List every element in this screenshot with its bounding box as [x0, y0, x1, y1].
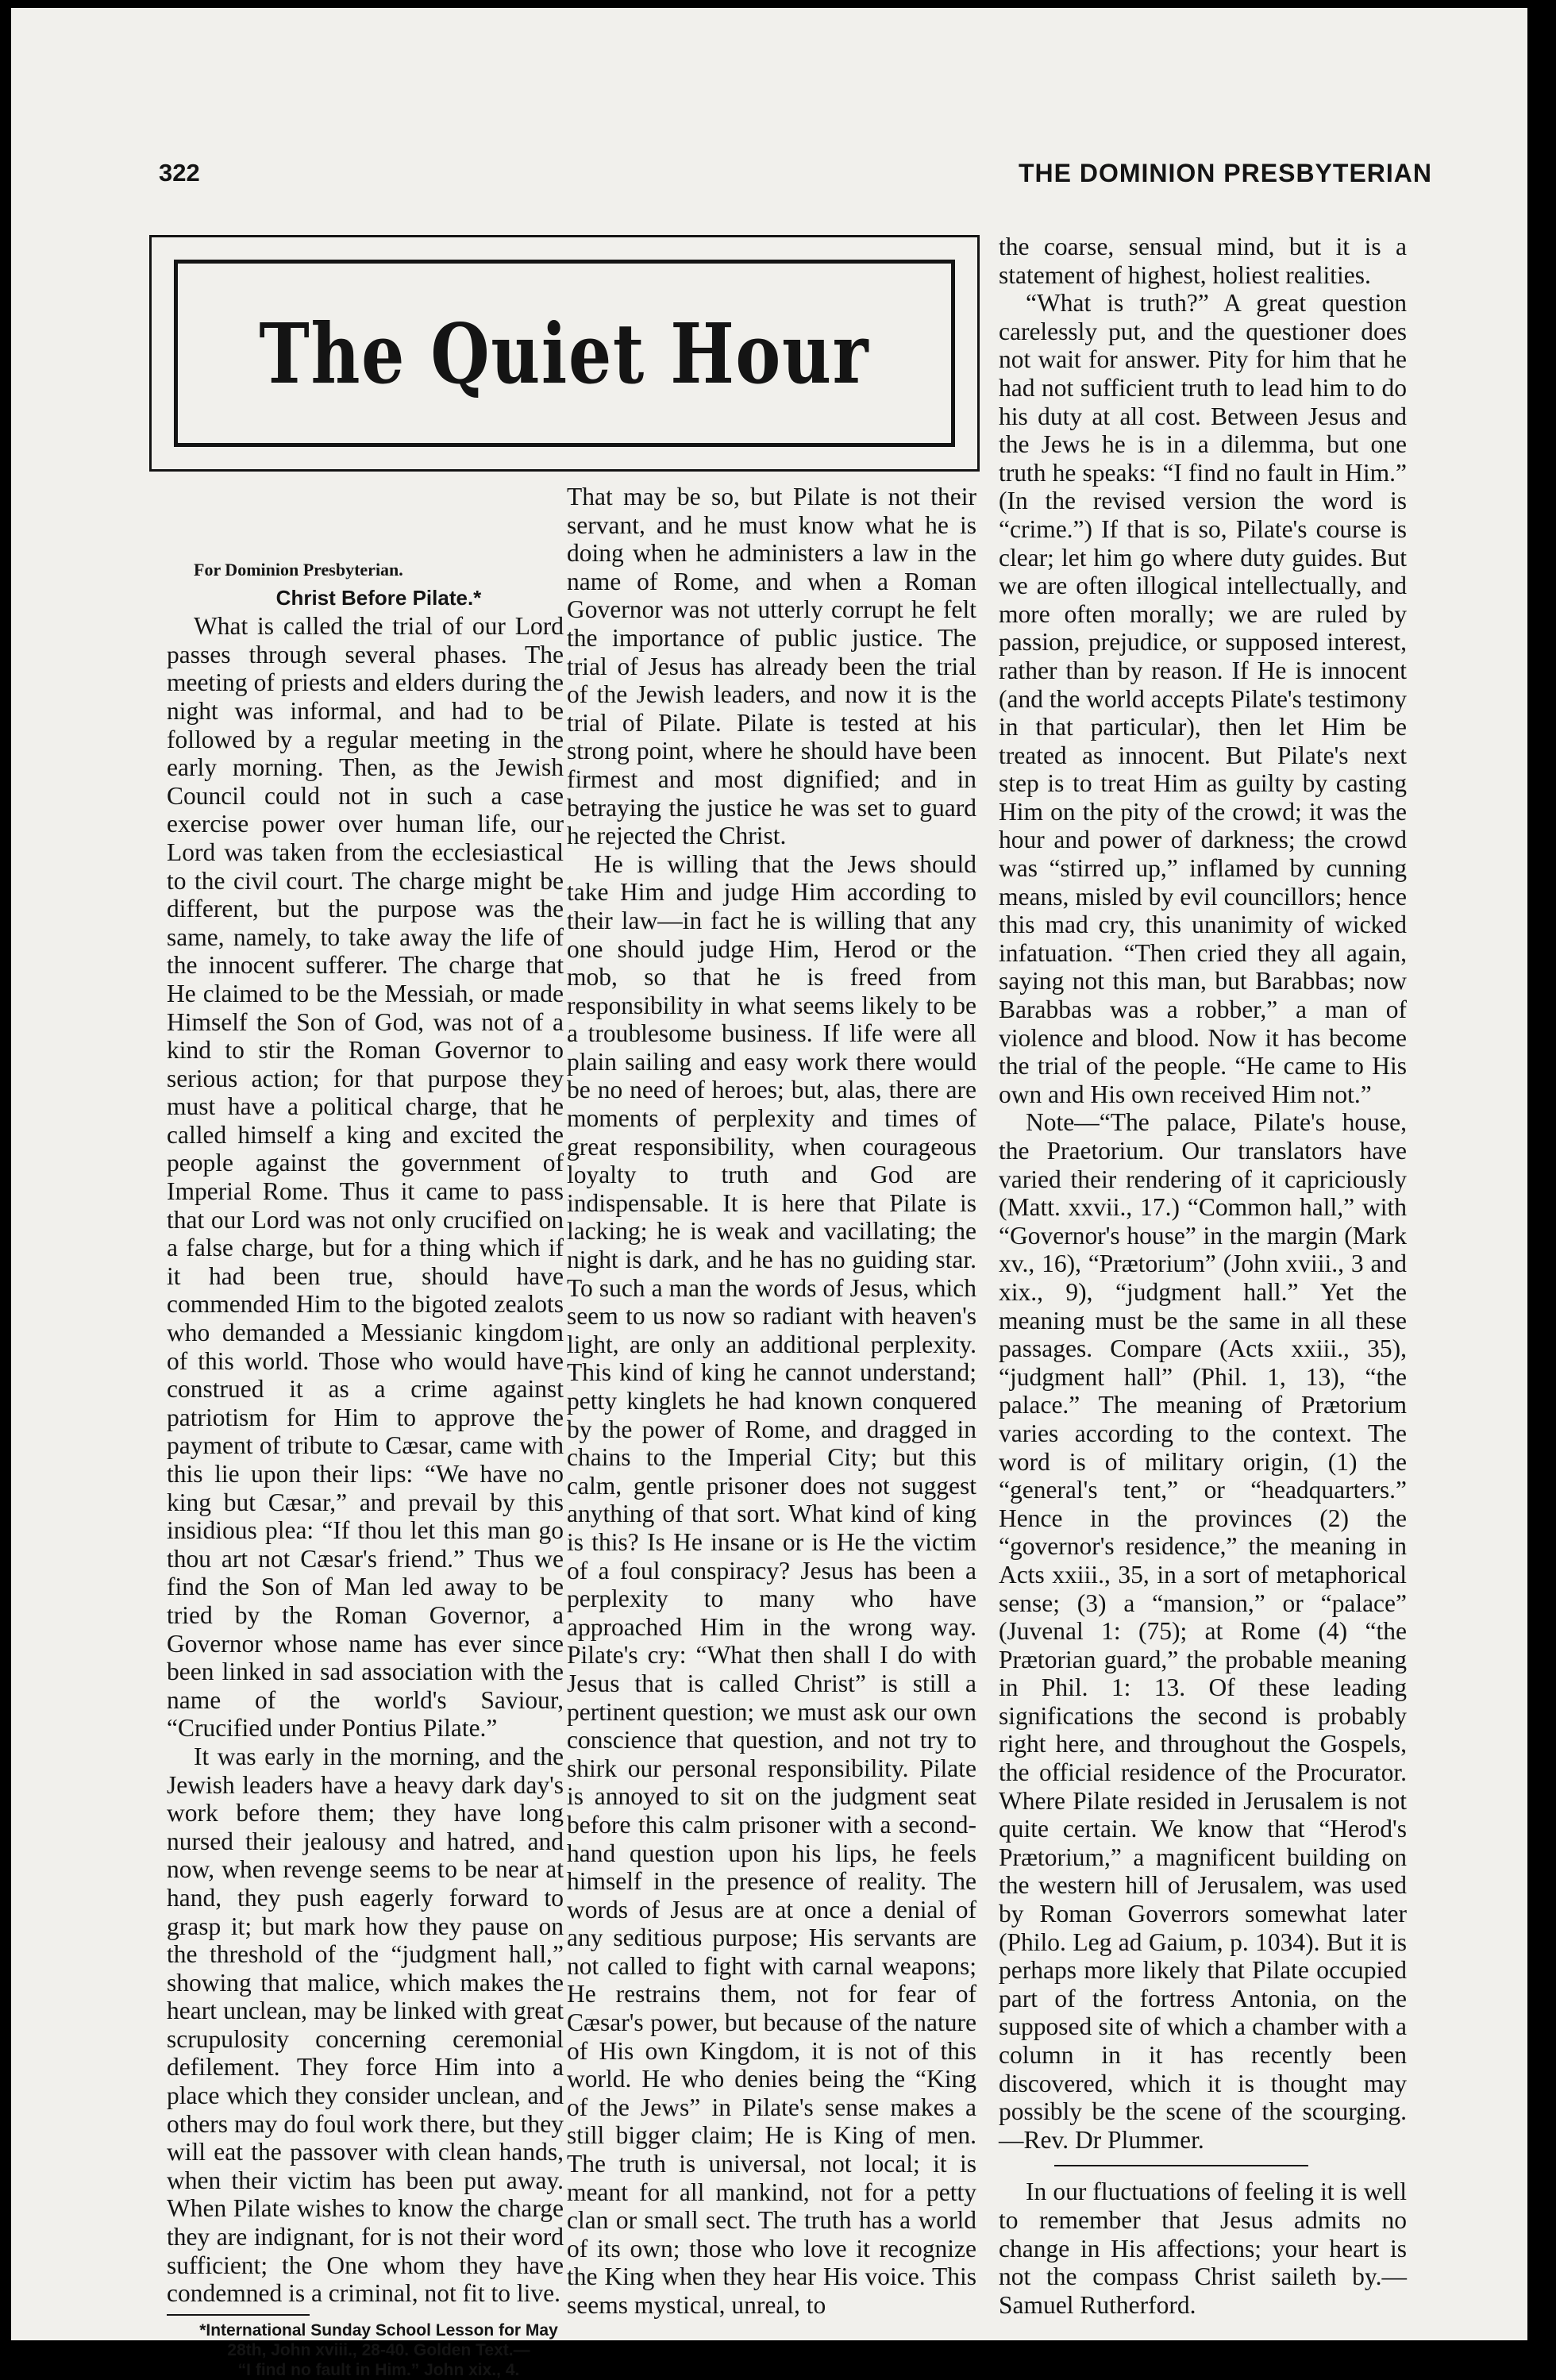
article-heading: Christ Before Pilate.* — [275, 585, 482, 610]
section-banner-inner-frame — [174, 260, 955, 447]
byline-source: For Dominion Presbyterian. — [194, 560, 403, 580]
running-head — [159, 159, 1432, 198]
paragraph: the coarse, sensual mind, but it is a statement of highest, holiest realities. — [999, 233, 1407, 289]
paragraph: “What is truth?” A great question carelessly put, and the questioner does not wait for answer. Pity for him that he had not sufficient truth to lead him to do his duty at all cost. Between Jesus and the Jews he is in a dilemma, but one truth he speaks: “I find no fault in Him.” (In the revised version the word is “crime.”) If that is so, Pilate's course is clear; let him go where duty guides. But we are often illogical intellectually, and more often morally; we are ruled by passion, prejudice, or supposed interest, rather than by reason. If He is innocent (and the world accepts Pilate's testimony in that particular), then let Him be treated as innocent. But Pilate's next step is to treat Him as guilty by casting Him on the pity of the crowd; it was the hour and power of darkness; the crowd was “stirred up,” inflamed by cunning means, misled by evil councillors; hence this mad cry, this unanimity of wicked infatuation. “Then cried they all again, saying not this man, but Barabbas; now Barabbas was a robber,” a man of violence and blood. Now it has become the trial of the people. “He came to His own and His own received Him not.” — [999, 289, 1407, 1108]
paragraph: That may be so, but Pilate is not their servant, and he must know what he is doing when he administers a law in the name of Rome, and when a Roman Governor was not utterly corrupt he felt the importance of public justice. The trial of Jesus has already been the trial of the Jewish leaders, and now it is the trial of Pilate. Pilate is tested at his strong point, where he should have been firmest and most dignified; and in betraying the justice he was set to guard he rejected the Christ. — [567, 483, 976, 850]
paragraph: It was early in the morning, and the Jewish leaders have a heavy dark day's work before them; they have long nursed their jealousy and hatred, and now, when revenge seems to be near at hand, they push eagerly forward to grasp it; but mark how they pause on the threshold of the “judgment hall,” showing that malice, which makes the heart unclean, may be linked with great scrupulosity concerning ceremonial defilement. They force Him into a place which they consider unclean, and others may do foul work there, but they will eat the passover with clean hands, when their victim has been put away. When Pilate wishes to know the charge they are indignant, for is not their word sufficient; the One whom they have condemned is a criminal, not fit to live. — [167, 1742, 564, 2308]
footnote-line: 28th, John xviii., 28-40. Golden Text.— — [227, 2340, 530, 2359]
footnote-rule — [167, 2314, 310, 2316]
article-column-2 — [567, 483, 976, 2320]
page-number: 322 — [159, 159, 200, 187]
closing-quote: In our fluctuations of feeling it is well to remember that Jesus admits no change in His affections; your heart is not the compass Christ saileth by.—Samuel Rutherford. — [999, 2178, 1407, 2319]
section-banner — [149, 235, 980, 472]
footnote — [167, 2320, 564, 2380]
paragraph: He is willing that the Jews should take Him and judge Him according to their law—in fact he is willing that any one should judge Him, Herod or the mob, so that he is freed from responsibility in what seems likely to be a troublesome business. If life were all plain sailing and easy work there would be no need of heroes; but, alas, there are moments of perplexity and times of great responsibility, when courageous loyalty to truth and God are indispensable. It is here that Pilate is lacking; he is weak and vacillating; the night is dark, and he has no guiding star. To such a man the words of Jesus, which seem to us now so radiant with heaven's light, are only an additional perplexity. This kind of king he cannot understand; petty kinglets he had known conquered by the power of Rome, and dragged in chains to the Imperial City; but this calm, gentle prisoner does not suggest anything of that sort. What kind of king is this? Is He insane or is He the victim of a foul conspiracy? Jesus has been a perplexity to many who have approached Him in the wrong way. Pilate's cry: “What then shall I do with Jesus that is called Christ” is still a pertinent question; we must ask our own conscience that question, and not try to shirk our personal responsibility. Pilate is annoyed to sit on the judgment seat before this calm prisoner with a second-hand question upon his lips, he feels himself in the presence of reality. The words of Jesus are at once a denial of any seditious purpose; His servants are not called to fight with carnal weapons; He restrains them, not for fear of Cæsar's power, but because of the nature of His own Kingdom, it is not of this world. He who denies being the “King of the Jews” in Pilate's sense makes a still bigger claim; He is King of men. The truth is universal, not local; it is meant for all mankind, not for a petty clan or small sect. The truth has a world of its own; those who love it recognize the King when they hear His voice. This seems mystical, unreal, to — [567, 849, 976, 2319]
paragraph: Note—“The palace, Pilate's house, the Praetorium. Our translators have varied their rendering of it capriciously (Matt. xxvii., 17.) “Common hall,” with “Governor's house” in the margin (Mark xv., 16), “Prætorium” (John xviii., 3 and xix., 9), “judgment hall.” Yet the meaning must be the same in all these passages. Compare (Acts xxiii., 35), “judgment hall” (Phil. 1, 13), “the palace.” The meaning of Prætorium varies according to the context. The word is of military origin, (1) the “general's tent,” or “headquarters.” Hence in the provinces (2) the “governor's residence,” the meaning in Acts xxiii., 35, in a sort of metaphorical sense; (3) a “mansion,” or “palace” (Juvenal 1: (75); at Rome (4) “the Prætorian guard,” the probable meaning in Phil. 1: 13. Of these leading significations the second is probably right here, and throughout the Gospels, the official residence of the Procurator. Where Pilate resided in Jerusalem is not quite certain. We know that “Herod's Prætorium,” a magnificent building on the western hill of Jerusalem, was used by Roman Goverrors somewhat later (Philo. Leg ad Gaium, p. 1034). But it is perhaps more likely that Pilate occupied part of the fortress Antonia, on the supposed site of which a chamber with a column in it has recently been discovered, which it is thought may possibly be the scene of the scourging.—Rev. Dr Plummer. — [999, 1108, 1407, 2154]
article-column-1 — [167, 556, 564, 2380]
article-column-3 — [999, 233, 1407, 2319]
footnote-line: “I find no fault in Him.” John xix., 4. — [237, 2360, 520, 2379]
journal-title: THE DOMINION PRESBYTERIAN — [1018, 159, 1432, 187]
footnote-line: *International Sunday School Lesson for May — [199, 2320, 558, 2340]
section-title: The Quiet Hour — [259, 304, 870, 402]
newspaper-page — [11, 8, 1527, 2379]
paragraph: What is called the trial of our Lord passes through several phases. The meeting of priests and elders during the night was informal, and had to be followed by a regular meeting in the early morning. Then, as the Jewish Council could not in such a case exercise power over human life, our Lord was taken from the ecclesiastical to the civil court. The charge might be different, but the purpose was the same, namely, to take away the life of the innocent sufferer. The charge that He claimed to be the Messiah, or made Himself the Son of God, was not of a kind to stir the Roman Governor to serious action; for that purpose they must have a political charge, that he called himself a king and excited the people against the government of Imperial Rome. Thus it came to pass that our Lord was not only crucified on a false charge, but for a thing which if it had been true, should have commended Him to the bigoted zealots who demanded a Messianic kingdom of this world. Those who would have construed it as a crime against patriotism for Him to approve the payment of tribute to Cæsar, came with this lie upon their lips: “We have no king but Cæsar,” and prevail by this insidious plea: “If thou let this man go thou art not Cæsar's friend.” Thus we find the Son of Man led away to be tried by the Roman Governor, a Governor whose name has ever since been linked in sad association with the name of the world's Saviour, “Crucified under Pontius Pilate.” — [167, 612, 564, 1743]
section-divider — [1054, 2165, 1308, 2166]
